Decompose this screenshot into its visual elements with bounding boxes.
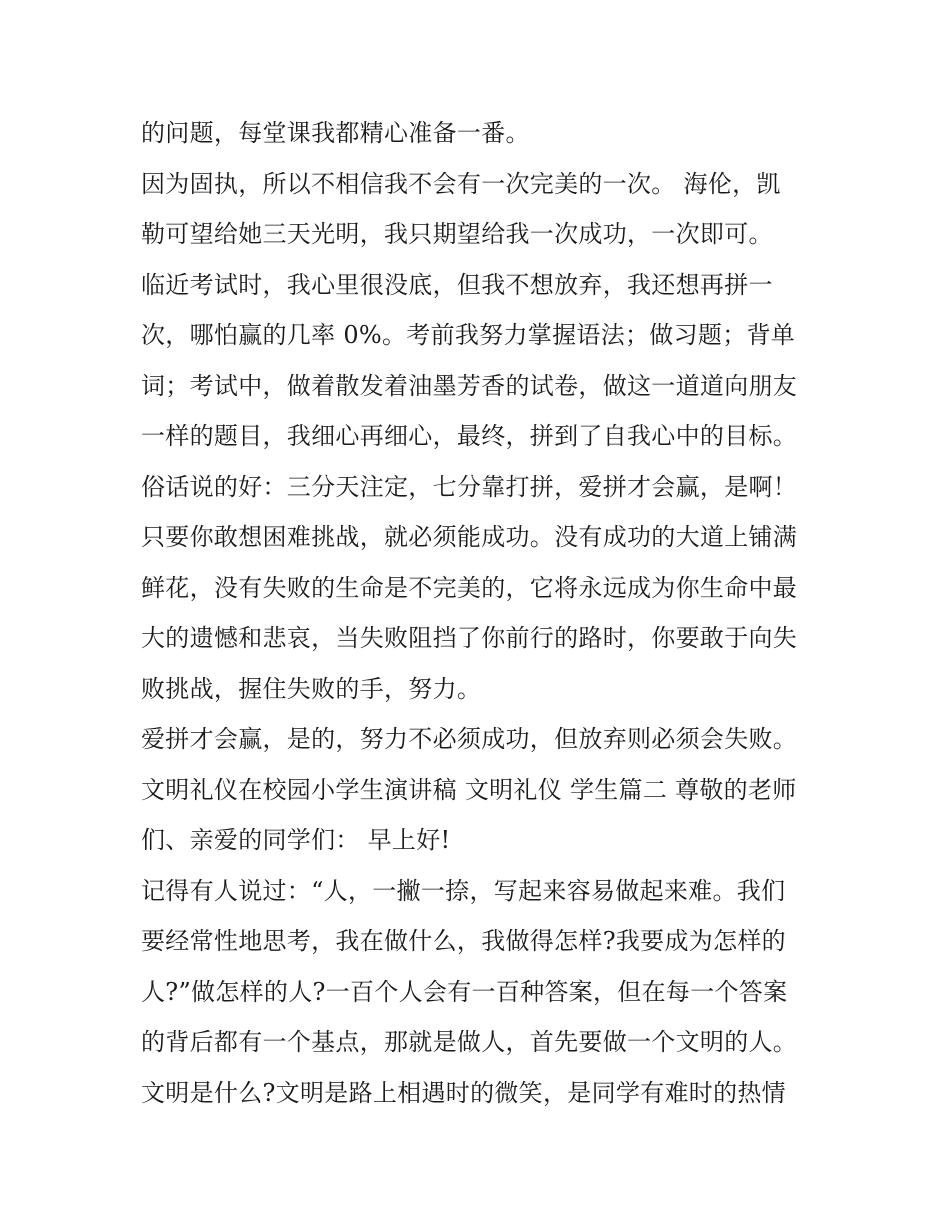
text-line-18: 人?”做怎样的人?一百个人会有一百种答案，但在每一个答案	[141, 977, 788, 1006]
text-line-5: 次，哪怕赢的几率 0%。考前我努力掌握语法；做习题；背单	[141, 321, 796, 349]
text-line-4: 临近考试时，我心里很没底，但我不想放弃，我还想再拼一	[141, 270, 773, 299]
text-line-3: 勒可望给她三天光明，我只期望给我一次成功，一次即可。	[141, 220, 773, 248]
text-line-12: 败挑战，握住失败的手，努力。	[141, 674, 482, 703]
text-line-17: 要经常性地思考，我在做什么，我做得怎样?我要成为怎样的	[141, 927, 786, 955]
text-line-11: 大的遗憾和悲哀，当失败阻挡了你前行的路时，你要敢于向失	[141, 624, 798, 652]
text-line-10: 鲜花，没有失败的生命是不完美的，它将永远成为你生命中最	[141, 573, 798, 602]
text-line-1: 的问题，每堂课我都精心准备一番。	[141, 119, 530, 147]
body-text	[141, 108, 821, 1118]
text-line-7: 一样的题目，我细心再细心，最终，拼到了自我心中的目标。	[141, 422, 798, 450]
text-line-14: 文明礼仪在校园小学生演讲稿 文明礼仪 学生篇二 尊敬的老师	[141, 775, 797, 804]
text-line-19: 的背后都有一个基点，那就是做人，首先要做一个文明的人。	[141, 1028, 798, 1056]
text-line-8: 俗话说的好：三分天注定，七分靠打拼，爱拼才会赢，是啊！	[141, 472, 798, 501]
text-line-13: 爱拼才会赢，是的，努力不必须成功，但放弃则必须会失败。	[141, 725, 798, 753]
text-line-16: 记得有人说过：“人，一撇一捺，写起来容易做起来难。我们	[141, 876, 786, 905]
text-line-15: 们、亲爱的同学们： 早上好!	[141, 826, 451, 854]
text-line-6: 词；考试中，做着散发着油墨芳香的试卷，做这一道道向朋友	[141, 371, 798, 400]
text-line-9: 只要你敢想困难挑战，就必须能成功。没有成功的大道上铺满	[141, 523, 798, 551]
text-line-2: 因为固执，所以不相信我不会有一次完美的一次。 海伦，凯	[141, 169, 781, 198]
text-line-20: 文明是什么?文明是路上相遇时的微笑，是同学有难时的热情	[141, 1078, 786, 1107]
